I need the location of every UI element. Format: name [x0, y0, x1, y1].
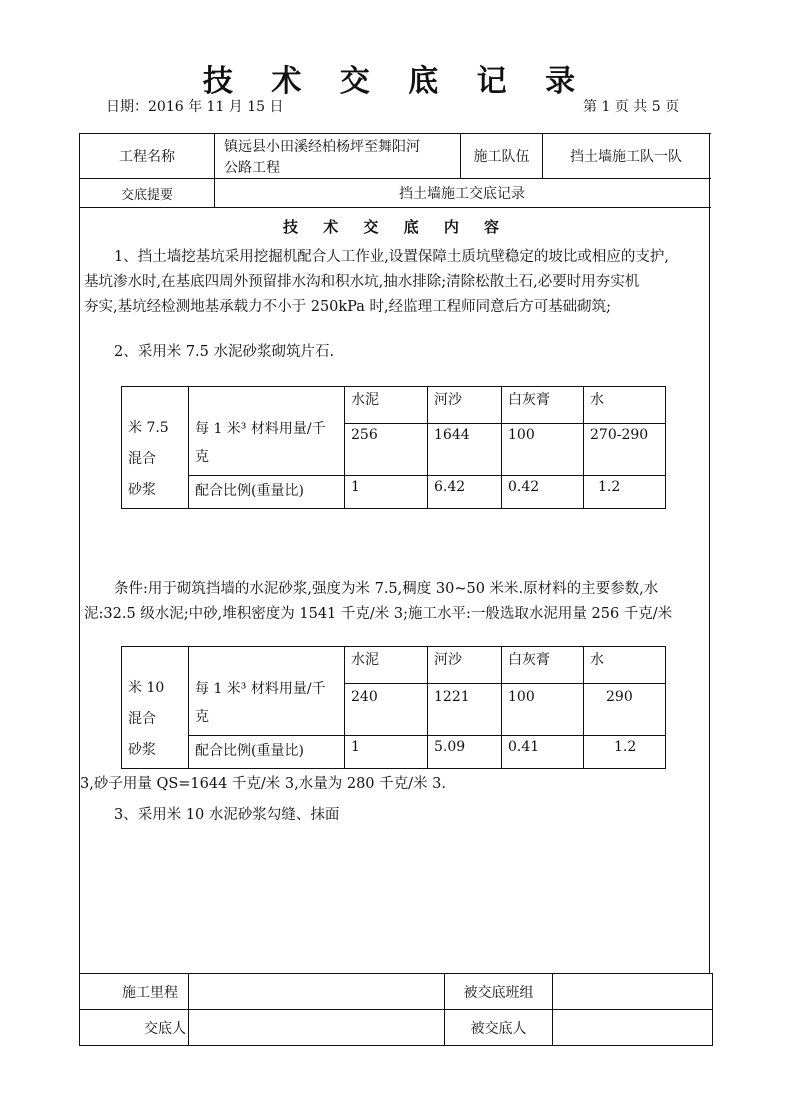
receiver-value[interactable] [553, 1010, 712, 1045]
summary-label: 交底提要 [120, 187, 173, 203]
construction-team-label: 施工队伍 [473, 149, 530, 165]
mix1-ratio-water: 1.2 [598, 479, 621, 495]
mix1-amount-cement: 256 [351, 427, 378, 443]
mix1-ratio-lime: 0.42 [508, 479, 540, 495]
mix2-amount-sand: 1221 [434, 689, 470, 705]
mix2-ratio-water: 1.2 [614, 739, 637, 755]
mix2-header-sand: 河沙 [434, 652, 462, 668]
conditions-line2: 泥:32.5 级水泥;中砂,堆积密度为 1541 千克/米 3;施工水平:一般选取水泥用量 256 千克/米 [84, 606, 673, 622]
paragraph-1-line3: 夯实,基坑经检测地基承载力不小于 250kPa 时,经监理工程师同意后方可基础砌筑; [84, 299, 612, 315]
project-name-value-line2: 公路工程 [224, 160, 280, 176]
mix1-header-lime: 白灰膏 [508, 392, 550, 408]
page-number: 第 1 页 共 5 页 [583, 99, 680, 115]
mix2-amount-lime: 100 [508, 689, 535, 705]
conditions-line1: 条件:用于砌筑挡墙的水泥砂浆,强度为米 7.5,稠度 30~50 米米.原材料的主要参数,水 [114, 581, 659, 597]
mix1-header-cement: 水泥 [351, 392, 379, 408]
page-title: 技 术 交 底 记 录 [202, 64, 590, 99]
mix2-name-line2: 混合 [128, 711, 156, 727]
summary-value: 挡土墙施工交底记录 [399, 186, 525, 202]
mix1-amount-lime: 100 [508, 427, 535, 443]
paragraph-1 [84, 245, 708, 320]
receiving-team-value[interactable] [553, 974, 712, 1009]
paragraph-2: 2、采用米 7.5 水泥砂浆砌筑片石. [114, 344, 335, 360]
mix2-header-water: 水 [590, 652, 604, 668]
project-name-label: 工程名称 [119, 149, 175, 165]
mix2-ratio-cement: 1 [351, 739, 360, 755]
mix2-header-cement: 水泥 [351, 652, 379, 668]
mix1-name-line1: 米 7.5 [128, 420, 169, 436]
mix2-amount-cement: 240 [351, 689, 378, 705]
mix1-header-water: 水 [590, 392, 604, 408]
after-table-line: 3,砂子用量 QS=1644 千克/米 3,水量为 280 千克/米 3. [80, 776, 446, 792]
mix2-name-line1: 米 10 [128, 680, 165, 696]
mix1-name-line2: 混合 [128, 451, 156, 467]
mix1-ratio-cement: 1 [351, 479, 360, 495]
content-heading: 技 术 交 底 内 容 [282, 218, 510, 236]
construction-team-value: 挡土墙施工队一队 [570, 149, 682, 165]
discloser-value[interactable] [189, 1010, 444, 1045]
mix1-amount-water: 270-290 [590, 427, 649, 443]
mix2-amount-water: 290 [606, 689, 633, 705]
mix1-ratio-sand: 6.42 [434, 479, 466, 495]
date-text: 日期：2016 年 11 月 15 日 [106, 99, 284, 115]
mix2-ratio-lime: 0.41 [508, 739, 540, 755]
mileage-label: 施工里程 [122, 985, 178, 1001]
paragraph-1-line1: 1、挡土墙挖基坑采用挖掘机配合人工作业,设置保障土质坑壁稳定的坡比或相应的支护, [114, 249, 669, 265]
receiving-team-label: 被交底班组 [463, 985, 534, 1001]
mix1-usage-line1: 每 1 米³ 材料用量/千 [195, 421, 326, 437]
mix1-header-sand: 河沙 [434, 392, 462, 408]
conditions-paragraph [84, 577, 708, 627]
mix1-ratio-label: 配合比例(重量比) [195, 483, 304, 499]
mix2-usage-line2: 克 [195, 709, 209, 725]
mix1-name-line3: 砂浆 [128, 482, 156, 498]
project-name-value-line1: 镇远县小田溪经柏杨坪至舞阳河 [224, 139, 420, 155]
mix2-header-lime: 白灰膏 [508, 652, 550, 668]
mix1-usage-line2: 克 [195, 449, 209, 465]
mix2-usage-line1: 每 1 米³ 材料用量/千 [195, 681, 326, 697]
discloser-label: 交底人 [144, 1020, 186, 1037]
mix1-amount-sand: 1644 [434, 427, 470, 443]
mix2-ratio-sand: 5.09 [434, 739, 466, 755]
paragraph-3: 3、采用米 10 水泥砂浆勾缝、抹面 [114, 807, 340, 823]
paragraph-1-line2: 基坑渗水时,在基底四周外预留排水沟和积水坑,抽水排除;清除松散土石,必要时用夯实机 [84, 274, 640, 290]
mileage-value[interactable] [189, 974, 444, 1009]
mix2-name-line3: 砂浆 [128, 742, 156, 758]
mix2-ratio-label: 配合比例(重量比) [195, 743, 304, 759]
receiver-label: 被交底人 [470, 1020, 527, 1037]
